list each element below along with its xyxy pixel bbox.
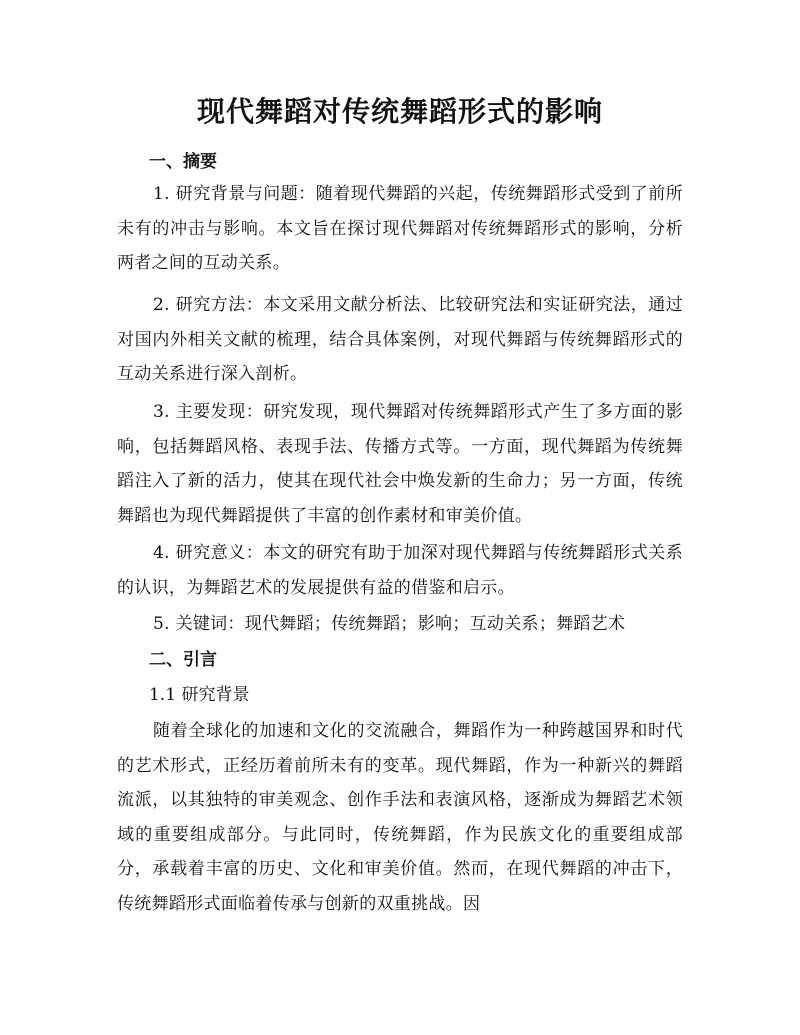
intro-subheading: 1.1 研究背景 — [149, 685, 250, 705]
document-title: 现代舞蹈对传统舞蹈形式的影响 — [196, 95, 603, 128]
intro-heading: 二、引言 — [149, 650, 217, 670]
abstract-item-2: 2. 研究方法：本文采用文献分析法、比较研究法和实证研究法，通过对国内外相关文献的梳理，结合具体案例，对现代舞蹈与传统舞蹈形式的互动关系进行深入剖析。 — [117, 295, 683, 384]
document-page — [117, 0, 683, 1035]
abstract-item-1: 1. 研究背景与问题：随着现代舞蹈的兴起，传统舞蹈形式受到了前所未有的冲击与影响。本文旨在探讨现代舞蹈对传统舞蹈形式的影响，分析两者之间的互动关系。 — [117, 184, 683, 273]
abstract-heading: 一、摘要 — [149, 152, 217, 172]
abstract-item-3: 3. 主要发现：研究发现，现代舞蹈对传统舞蹈形式产生了多方面的影响，包括舞蹈风格、表现手法、传播方式等。一方面，现代舞蹈为传统舞蹈注入了新的活力，使其在现代社会中焕发新的生命力；另一方面，传统舞蹈也为现代舞蹈提供了丰富的创作素材和审美价值。 — [117, 402, 683, 526]
abstract-item-4: 4. 研究意义：本文的研究有助于加深对现代舞蹈与传统舞蹈形式关系的认识，为舞蹈艺术的发展提供有益的借鉴和启示。 — [117, 543, 683, 598]
intro-paragraph: 随着全球化的加速和文化的交流融合，舞蹈作为一种跨越国界和时代的艺术形式，正经历着前所未有的变革。现代舞蹈，作为一种新兴的舞蹈流派，以其独特的审美观念、创作手法和表演风格，逐渐成为舞蹈艺术领域的重要组成部分。与此同时，传统舞蹈，作为民族文化的重要组成部分，承载着丰富的历史、文化和审美价值。然而，在现代舞蹈的冲击下，传统舞蹈形式面临着传承与创新的双重挑战。因 — [117, 721, 683, 914]
abstract-item-5: 5. 关键词：现代舞蹈；传统舞蹈；影响；互动关系；舞蹈艺术 — [153, 614, 626, 634]
